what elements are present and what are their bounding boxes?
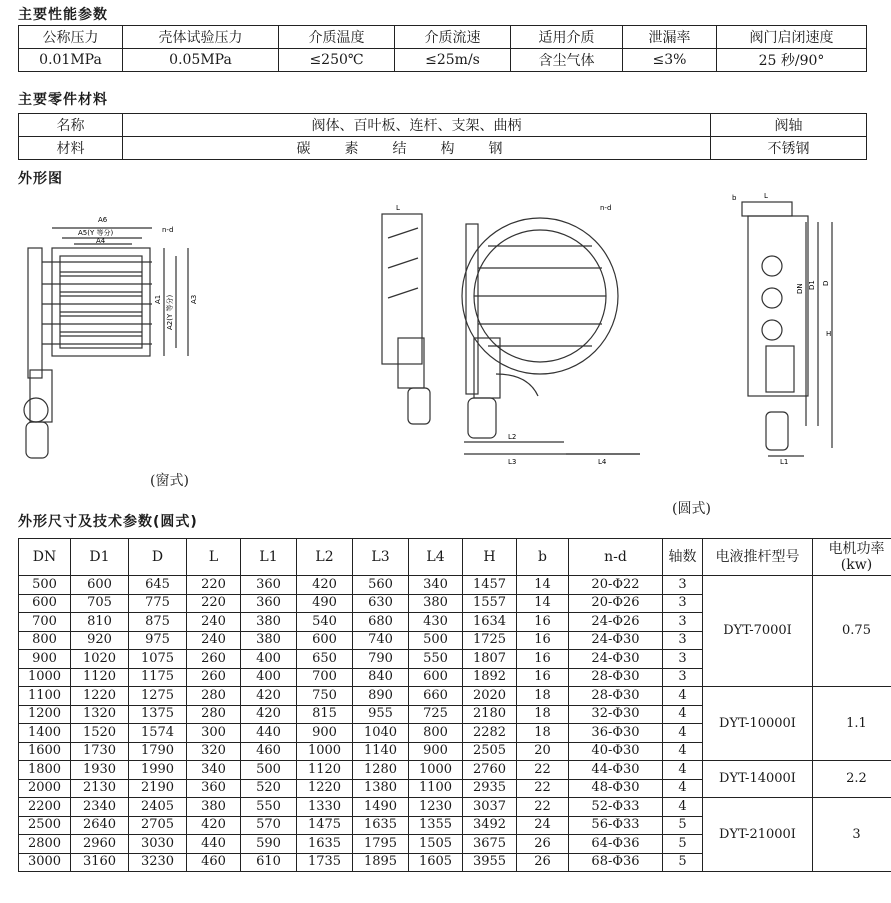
label-a5: A5(Y 等分)	[78, 229, 114, 237]
table-row	[19, 798, 891, 817]
table-cell: 380	[409, 594, 463, 613]
table-cell: 22	[517, 798, 569, 817]
table-cell: 1635	[353, 816, 409, 835]
table-cell: 3	[663, 594, 703, 613]
table-cell: 4	[663, 779, 703, 798]
value-medium-temp: ≤250℃	[279, 49, 395, 72]
table-cell: 3000	[19, 853, 71, 872]
table-cell: 955	[353, 705, 409, 724]
table-cell: 280	[187, 687, 241, 706]
header-open-close-speed: 阀门启闭速度	[717, 26, 867, 49]
table-cell: 1574	[129, 724, 187, 743]
table-cell: 1330	[297, 798, 353, 817]
table-cell: 550	[241, 798, 297, 817]
table-cell: 380	[241, 631, 297, 650]
table-cell: 1520	[71, 724, 129, 743]
table-cell: 1895	[353, 853, 409, 872]
table-cell: 560	[353, 576, 409, 595]
value-leak-rate: ≤3%	[623, 49, 717, 72]
dimensions-header-row	[19, 539, 891, 576]
value-open-close-speed: 25 秒/90°	[717, 49, 867, 72]
table-cell: 900	[19, 650, 71, 669]
table-cell: 64-Φ36	[569, 835, 663, 854]
table-cell: 52-Φ33	[569, 798, 663, 817]
table-cell: 300	[187, 724, 241, 743]
table-cell: 3	[663, 668, 703, 687]
table-cell: 1475	[297, 816, 353, 835]
label-a1: A1	[154, 294, 162, 304]
label-middle-l: L	[396, 204, 400, 212]
table-cell: 1230	[409, 798, 463, 817]
section-heading-dimensions: 外形尺寸及技术参数(圆式)	[18, 514, 198, 530]
table-cell: 460	[187, 853, 241, 872]
table-cell: 24-Φ30	[569, 650, 663, 669]
header-d: D	[129, 539, 187, 576]
table-cell: 2405	[129, 798, 187, 817]
table-cell: 800	[409, 724, 463, 743]
label-l2: L2	[508, 433, 517, 441]
table-cell: 3492	[463, 816, 517, 835]
table-cell: 1400	[19, 724, 71, 743]
table-cell: 700	[19, 613, 71, 632]
table-cell: 460	[241, 742, 297, 761]
table-cell: 280	[187, 705, 241, 724]
label-nd: n-d	[162, 226, 174, 234]
table-cell: 3	[663, 650, 703, 669]
motor-power-cell: 3	[813, 798, 891, 872]
table-cell: 2705	[129, 816, 187, 835]
header-test-pressure: 壳体试验压力	[123, 26, 279, 49]
table-cell: 1375	[129, 705, 187, 724]
table-row	[19, 761, 891, 780]
table-cell: 3030	[129, 835, 187, 854]
header-shaft-count: 轴数	[663, 539, 703, 576]
table-cell: 1100	[19, 687, 71, 706]
header-l4: L4	[409, 539, 463, 576]
table-cell: 340	[409, 576, 463, 595]
actuator-model-cell: DYT-14000I	[703, 761, 813, 798]
materials-shaft-material: 不锈钢	[711, 137, 867, 160]
table-cell: 750	[297, 687, 353, 706]
table-cell: 4	[663, 742, 703, 761]
table-cell: 590	[241, 835, 297, 854]
header-h: H	[463, 539, 517, 576]
window-type-drawing	[14, 200, 204, 465]
table-cell: 1000	[297, 742, 353, 761]
table-cell: 1807	[463, 650, 517, 669]
caption-round-type: (圆式)	[672, 501, 711, 517]
header-medium: 适用介质	[511, 26, 623, 49]
table-cell: 420	[297, 576, 353, 595]
table-cell: 22	[517, 779, 569, 798]
table-cell: 600	[409, 668, 463, 687]
materials-shaft: 阀轴	[711, 114, 867, 137]
table-cell: 320	[187, 742, 241, 761]
table-cell: 1490	[353, 798, 409, 817]
table-cell: 48-Φ30	[569, 779, 663, 798]
table-cell: 1800	[19, 761, 71, 780]
table-cell: 3	[663, 576, 703, 595]
table-cell: 20-Φ26	[569, 594, 663, 613]
table-cell: 1730	[71, 742, 129, 761]
table-cell: 1557	[463, 594, 517, 613]
label-a2: A2(Y 等分)	[166, 294, 174, 330]
table-cell: 570	[241, 816, 297, 835]
section-heading-outline: 外形图	[18, 171, 63, 187]
table-cell: 1280	[353, 761, 409, 780]
table-cell: 18	[517, 687, 569, 706]
table-cell: 725	[409, 705, 463, 724]
table-cell: 20-Φ22	[569, 576, 663, 595]
table-cell: 550	[409, 650, 463, 669]
table-cell: 1735	[297, 853, 353, 872]
materials-material-label: 材料	[19, 137, 123, 160]
table-cell: 2180	[463, 705, 517, 724]
table-cell: 3	[663, 631, 703, 650]
dimensions-table	[18, 538, 891, 872]
table-cell: 24-Φ26	[569, 613, 663, 632]
value-medium: 含尘气体	[511, 49, 623, 72]
table-cell: 56-Φ33	[569, 816, 663, 835]
table-cell: 3160	[71, 853, 129, 872]
table-cell: 26	[517, 835, 569, 854]
materials-name-row	[19, 114, 867, 137]
table-cell: 2800	[19, 835, 71, 854]
table-cell: 36-Φ30	[569, 724, 663, 743]
header-medium-speed: 介质流速	[395, 26, 511, 49]
table-cell: 2935	[463, 779, 517, 798]
caption-window-type: (窗式)	[150, 473, 189, 489]
label-right-b: b	[732, 194, 737, 202]
table-cell: 975	[129, 631, 187, 650]
table-cell: 650	[297, 650, 353, 669]
table-cell: 1200	[19, 705, 71, 724]
performance-header-row	[19, 26, 867, 49]
label-middle-nd: n-d	[600, 204, 612, 212]
label-a6: A6	[98, 216, 108, 224]
table-cell: 1320	[71, 705, 129, 724]
table-cell: 645	[129, 576, 187, 595]
table-cell: 1100	[409, 779, 463, 798]
header-actuator-model: 电液推杆型号	[703, 539, 813, 576]
table-cell: 1505	[409, 835, 463, 854]
table-cell: 1380	[353, 779, 409, 798]
value-test-pressure: 0.05MPa	[123, 49, 279, 72]
table-cell: 340	[187, 761, 241, 780]
table-cell: 600	[71, 576, 129, 595]
table-cell: 1635	[297, 835, 353, 854]
table-cell: 680	[353, 613, 409, 632]
table-cell: 3955	[463, 853, 517, 872]
table-cell: 2200	[19, 798, 71, 817]
table-cell: 500	[241, 761, 297, 780]
table-cell: 4	[663, 687, 703, 706]
table-cell: 360	[187, 779, 241, 798]
table-cell: 705	[71, 594, 129, 613]
motor-power-cell: 0.75	[813, 576, 891, 687]
table-cell: 1000	[19, 668, 71, 687]
table-cell: 2500	[19, 816, 71, 835]
motor-power-cell: 1.1	[813, 687, 891, 761]
table-cell: 840	[353, 668, 409, 687]
label-dn: DN	[796, 283, 804, 294]
table-cell: 775	[129, 594, 187, 613]
table-cell: 24	[517, 816, 569, 835]
table-cell: 400	[241, 650, 297, 669]
materials-material-row	[19, 137, 867, 160]
table-cell: 1220	[71, 687, 129, 706]
table-cell: 1990	[129, 761, 187, 780]
label-a4: A4	[96, 237, 106, 245]
table-cell: 260	[187, 668, 241, 687]
table-cell: 1220	[297, 779, 353, 798]
value-medium-speed: ≤25m/s	[395, 49, 511, 72]
table-cell: 16	[517, 613, 569, 632]
performance-table	[18, 25, 867, 72]
table-cell: 540	[297, 613, 353, 632]
table-cell: 1930	[71, 761, 129, 780]
table-cell: 3675	[463, 835, 517, 854]
table-cell: 68-Φ36	[569, 853, 663, 872]
table-cell: 20	[517, 742, 569, 761]
table-cell: 24-Φ30	[569, 631, 663, 650]
table-cell: 4	[663, 705, 703, 724]
table-cell: 5	[663, 853, 703, 872]
label-a3: A3	[190, 294, 198, 304]
table-cell: 1020	[71, 650, 129, 669]
table-cell: 18	[517, 705, 569, 724]
table-cell: 1790	[129, 742, 187, 761]
table-cell: 2960	[71, 835, 129, 854]
table-cell: 1140	[353, 742, 409, 761]
table-cell: 815	[297, 705, 353, 724]
table-cell: 1605	[409, 853, 463, 872]
header-l1: L1	[241, 539, 297, 576]
table-row	[19, 687, 891, 706]
table-cell: 2640	[71, 816, 129, 835]
table-cell: 22	[517, 761, 569, 780]
table-cell: 440	[241, 724, 297, 743]
label-d: D	[822, 280, 830, 286]
table-cell: 260	[187, 650, 241, 669]
header-leak-rate: 泄漏率	[623, 26, 717, 49]
table-cell: 420	[187, 816, 241, 835]
table-cell: 810	[71, 613, 129, 632]
table-cell: 26	[517, 853, 569, 872]
dimensions-body	[19, 576, 891, 872]
table-cell: 630	[353, 594, 409, 613]
header-b: b	[517, 539, 569, 576]
table-cell: 700	[297, 668, 353, 687]
table-cell: 380	[187, 798, 241, 817]
materials-parts: 阀体、百叶板、连杆、支架、曲柄	[123, 114, 711, 137]
header-l3: L3	[353, 539, 409, 576]
table-cell: 420	[241, 687, 297, 706]
table-cell: 240	[187, 631, 241, 650]
table-cell: 40-Φ30	[569, 742, 663, 761]
table-cell: 3	[663, 613, 703, 632]
table-cell: 1000	[409, 761, 463, 780]
table-cell: 1600	[19, 742, 71, 761]
table-cell: 420	[241, 705, 297, 724]
table-cell: 16	[517, 631, 569, 650]
table-cell: 2190	[129, 779, 187, 798]
table-cell: 360	[241, 576, 297, 595]
materials-table	[18, 113, 867, 160]
table-cell: 32-Φ30	[569, 705, 663, 724]
table-cell: 600	[19, 594, 71, 613]
table-cell: 900	[297, 724, 353, 743]
header-dn: DN	[19, 539, 71, 576]
table-cell: 1120	[71, 668, 129, 687]
actuator-model-cell: DYT-7000I	[703, 576, 813, 687]
table-cell: 220	[187, 576, 241, 595]
table-cell: 400	[241, 668, 297, 687]
label-l4: L4	[598, 458, 607, 466]
table-cell: 14	[517, 594, 569, 613]
label-h: H	[826, 330, 832, 338]
table-cell: 1120	[297, 761, 353, 780]
table-cell: 2130	[71, 779, 129, 798]
table-cell: 660	[409, 687, 463, 706]
table-cell: 16	[517, 668, 569, 687]
section-heading-performance: 主要性能参数	[18, 7, 108, 23]
table-cell: 1275	[129, 687, 187, 706]
table-cell: 920	[71, 631, 129, 650]
table-cell: 890	[353, 687, 409, 706]
table-cell: 44-Φ30	[569, 761, 663, 780]
table-cell: 1634	[463, 613, 517, 632]
table-cell: 875	[129, 613, 187, 632]
header-l2: L2	[297, 539, 353, 576]
table-cell: 610	[241, 853, 297, 872]
table-cell: 440	[187, 835, 241, 854]
label-l1: L1	[780, 458, 789, 466]
table-cell: 2020	[463, 687, 517, 706]
table-cell: 1795	[353, 835, 409, 854]
label-d1: D1	[808, 280, 816, 290]
table-cell: 600	[297, 631, 353, 650]
header-motor-power: 电机功率(kw)	[813, 539, 891, 576]
round-type-front-drawing	[378, 198, 658, 478]
table-cell: 490	[297, 594, 353, 613]
table-cell: 5	[663, 816, 703, 835]
materials-parts-material: 碳素结构钢	[123, 137, 711, 160]
table-cell: 18	[517, 724, 569, 743]
table-row	[19, 576, 891, 595]
table-cell: 2282	[463, 724, 517, 743]
table-cell: 240	[187, 613, 241, 632]
section-heading-materials: 主要零件材料	[18, 92, 108, 108]
table-cell: 4	[663, 724, 703, 743]
table-cell: 1892	[463, 668, 517, 687]
table-cell: 520	[241, 779, 297, 798]
label-right-l: L	[764, 192, 768, 200]
table-cell: 1075	[129, 650, 187, 669]
label-l3: L3	[508, 458, 517, 466]
performance-value-row	[19, 49, 867, 72]
round-type-side-drawing	[728, 186, 843, 466]
table-cell: 220	[187, 594, 241, 613]
table-cell: 4	[663, 761, 703, 780]
table-cell: 28-Φ30	[569, 687, 663, 706]
motor-power-cell: 2.2	[813, 761, 891, 798]
table-cell: 2000	[19, 779, 71, 798]
header-nd: n-d	[569, 539, 663, 576]
header-medium-temp: 介质温度	[279, 26, 395, 49]
table-cell: 3037	[463, 798, 517, 817]
table-cell: 2505	[463, 742, 517, 761]
table-cell: 16	[517, 650, 569, 669]
value-nominal-pressure: 0.01MPa	[19, 49, 123, 72]
table-cell: 1725	[463, 631, 517, 650]
header-d1: D1	[71, 539, 129, 576]
table-cell: 14	[517, 576, 569, 595]
table-cell: 1355	[409, 816, 463, 835]
table-cell: 5	[663, 835, 703, 854]
actuator-model-cell: DYT-21000I	[703, 798, 813, 872]
table-cell: 790	[353, 650, 409, 669]
table-cell: 3230	[129, 853, 187, 872]
table-cell: 4	[663, 798, 703, 817]
table-cell: 500	[409, 631, 463, 650]
table-cell: 380	[241, 613, 297, 632]
table-cell: 430	[409, 613, 463, 632]
table-cell: 28-Φ30	[569, 668, 663, 687]
table-cell: 1457	[463, 576, 517, 595]
table-cell: 2340	[71, 798, 129, 817]
table-cell: 2760	[463, 761, 517, 780]
table-cell: 1040	[353, 724, 409, 743]
table-cell: 800	[19, 631, 71, 650]
actuator-model-cell: DYT-10000I	[703, 687, 813, 761]
table-cell: 900	[409, 742, 463, 761]
table-cell: 500	[19, 576, 71, 595]
header-nominal-pressure: 公称压力	[19, 26, 123, 49]
materials-name-label: 名称	[19, 114, 123, 137]
header-l: L	[187, 539, 241, 576]
table-cell: 360	[241, 594, 297, 613]
table-cell: 1175	[129, 668, 187, 687]
table-cell: 740	[353, 631, 409, 650]
